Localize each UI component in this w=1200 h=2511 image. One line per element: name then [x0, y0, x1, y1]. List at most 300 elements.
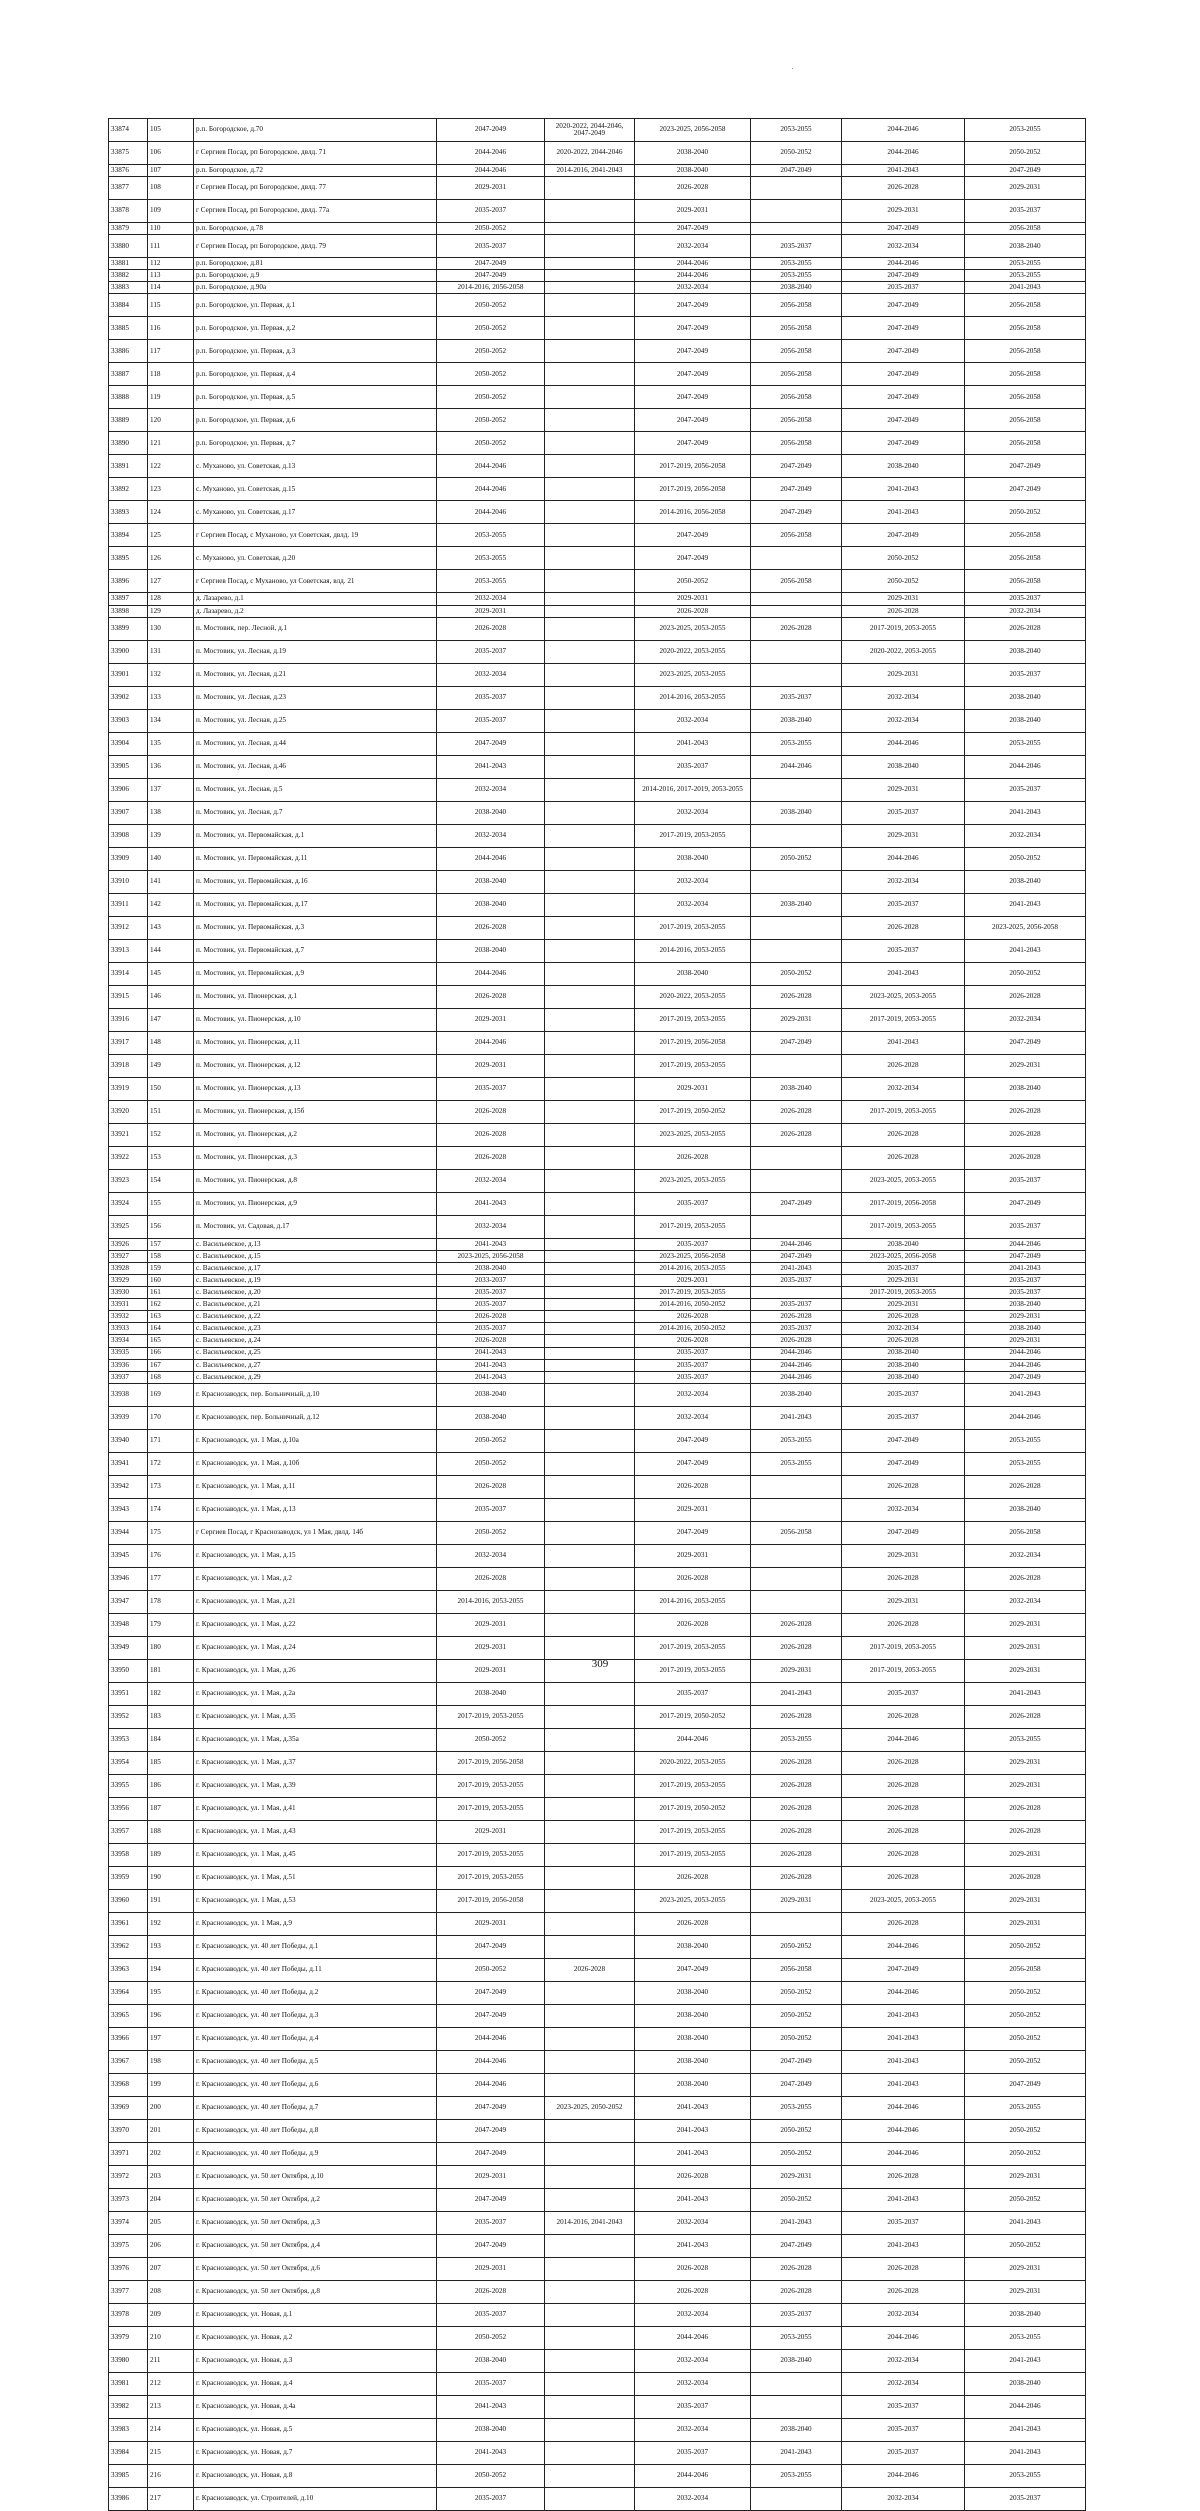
- table-row: [109, 1311, 1086, 1323]
- cell-address: р.п. Богородское, ул. Первая, д.3: [194, 340, 437, 363]
- cell-address: г. Краснозаводск, ул. Новая, д.3: [194, 2349, 437, 2372]
- cell-period-col-9: 2056-2058: [965, 1958, 1086, 1981]
- cell-period-col-7: [751, 939, 842, 962]
- cell-row-number: 122: [148, 455, 194, 478]
- table-row: [109, 1705, 1086, 1728]
- cell-row-number: 216: [148, 2464, 194, 2487]
- cell-row-number: 171: [148, 1429, 194, 1452]
- cell-row-number: 128: [148, 593, 194, 605]
- cell-period-col-7: 2035-2037: [751, 235, 842, 258]
- cell-row-number: 139: [148, 824, 194, 847]
- cell-period-col-5: [545, 1567, 635, 1590]
- cell-period-col-4: 2044-2046: [437, 962, 545, 985]
- cell-address: п. Мостовик, ул. Пионерская, д.12: [194, 1054, 437, 1077]
- cell-period-col-8: 2026-2028: [842, 2165, 965, 2188]
- cell-period-col-6: 2017-2019, 2053-2055: [635, 1659, 751, 1682]
- cell-period-col-6: 2017-2019, 2050-2052: [635, 1797, 751, 1820]
- cell-address: р.п. Богородское, ул. Первая, д.1: [194, 294, 437, 317]
- cell-period-col-4: 2047-2049: [437, 1981, 545, 2004]
- cell-row-number: 201: [148, 2119, 194, 2142]
- cell-period-col-4: 2050-2052: [437, 2464, 545, 2487]
- cell-row-number: 217: [148, 2487, 194, 2510]
- cell-period-col-7: 2041-2043: [751, 2441, 842, 2464]
- cell-period-col-4: 2050-2052: [437, 386, 545, 409]
- cell-period-col-6: 2032-2034: [635, 2211, 751, 2234]
- cell-period-col-5: [545, 1077, 635, 1100]
- cell-period-col-5: [545, 1274, 635, 1286]
- cell-period-col-5: [545, 605, 635, 617]
- cell-registry-id: 33975: [109, 2234, 148, 2257]
- cell-row-number: 157: [148, 1238, 194, 1250]
- cell-period-col-4: 2035-2037: [437, 1077, 545, 1100]
- cell-period-col-8: 2026-2028: [842, 1912, 965, 1935]
- cell-period-col-8: 2026-2028: [842, 1146, 965, 1169]
- cell-period-col-5: [545, 1323, 635, 1335]
- cell-period-col-6: 2032-2034: [635, 2487, 751, 2510]
- cell-period-col-6: 2017-2019, 2053-2055: [635, 824, 751, 847]
- cell-period-col-8: 2038-2040: [842, 755, 965, 778]
- cell-row-number: 176: [148, 1544, 194, 1567]
- cell-period-col-7: [751, 177, 842, 200]
- cell-period-col-5: [545, 2073, 635, 2096]
- table-row: [109, 455, 1086, 478]
- cell-row-number: 191: [148, 1889, 194, 1912]
- cell-row-number: 131: [148, 640, 194, 663]
- cell-registry-id: 33899: [109, 617, 148, 640]
- cell-period-col-5: [545, 916, 635, 939]
- cell-period-col-8: 2044-2046: [842, 142, 965, 165]
- cell-period-col-6: 2014-2016, 2053-2055: [635, 686, 751, 709]
- cell-period-col-5: [545, 2418, 635, 2441]
- cell-period-col-5: [545, 547, 635, 570]
- cell-period-col-9: 2035-2037: [965, 778, 1086, 801]
- cell-address: г. Краснозаводск, ул. 40 лет Победы, д.6: [194, 2073, 437, 2096]
- table-row: [109, 605, 1086, 617]
- cell-period-col-5: [545, 386, 635, 409]
- cell-period-col-4: 2050-2052: [437, 1521, 545, 1544]
- cell-registry-id: 33882: [109, 270, 148, 282]
- cell-period-col-6: 2035-2037: [635, 1682, 751, 1705]
- cell-row-number: 114: [148, 282, 194, 294]
- table-row: [109, 1100, 1086, 1123]
- cell-address: р.п. Богородское, д.9: [194, 270, 437, 282]
- cell-address: г. Краснозаводск, ул. 1 Мая, д.35: [194, 1705, 437, 1728]
- cell-period-col-9: 2053-2055: [965, 2326, 1086, 2349]
- cell-address: г. Краснозаводск, ул. 50 лет Октября, д.10: [194, 2165, 437, 2188]
- cell-period-col-6: 2014-2016, 2053-2055: [635, 1590, 751, 1613]
- cell-period-col-4: 2044-2046: [437, 142, 545, 165]
- cell-period-col-4: 2017-2019, 2053-2055: [437, 1705, 545, 1728]
- cell-period-col-5: [545, 1498, 635, 1521]
- cell-period-col-4: 2035-2037: [437, 2372, 545, 2395]
- cell-period-col-4: 2038-2040: [437, 801, 545, 824]
- cell-period-col-4: 2017-2019, 2056-2058: [437, 1889, 545, 1912]
- cell-period-col-7: [751, 1054, 842, 1077]
- cell-period-col-9: 2056-2058: [965, 547, 1086, 570]
- cell-registry-id: 33945: [109, 1544, 148, 1567]
- cell-period-col-8: 2026-2028: [842, 1475, 965, 1498]
- cell-period-col-8: 2047-2049: [842, 270, 965, 282]
- cell-period-col-5: [545, 1866, 635, 1889]
- cell-address: г. Краснозаводск, ул. 1 Мая, д.10б: [194, 1452, 437, 1475]
- cell-period-col-4: 2047-2049: [437, 119, 545, 142]
- cell-address: г. Краснозаводск, ул. Новая, д.8: [194, 2464, 437, 2487]
- cell-period-col-5: [545, 294, 635, 317]
- cell-period-col-5: [545, 640, 635, 663]
- table-row: [109, 663, 1086, 686]
- cell-period-col-8: 2035-2037: [842, 2441, 965, 2464]
- cell-row-number: 156: [148, 1215, 194, 1238]
- table-row: [109, 2165, 1086, 2188]
- page-number: 309: [591, 1658, 609, 1670]
- cell-registry-id: 33944: [109, 1521, 148, 1544]
- table-row: [109, 1262, 1086, 1274]
- cell-period-col-6: 2026-2028: [635, 605, 751, 617]
- cell-address: г. Краснозаводск, ул. 1 Мая, д.26: [194, 1659, 437, 1682]
- cell-address: п. Мостовик, ул. Первомайская, д.16: [194, 870, 437, 893]
- cell-address: г. Краснозаводск, ул. 1 Мая, д.41: [194, 1797, 437, 1820]
- cell-period-col-6: 2047-2049: [635, 223, 751, 235]
- table-row: [109, 1238, 1086, 1250]
- cell-period-col-5: [545, 2234, 635, 2257]
- table-row: [109, 1406, 1086, 1429]
- cell-registry-id: 33961: [109, 1912, 148, 1935]
- cell-period-col-5: [545, 1636, 635, 1659]
- cell-period-col-9: 2038-2040: [965, 1498, 1086, 1521]
- cell-period-col-9: 2035-2037: [965, 1169, 1086, 1192]
- cell-period-col-7: [751, 605, 842, 617]
- schedule-table: [108, 118, 1086, 2511]
- cell-period-col-4: 2050-2052: [437, 1728, 545, 1751]
- cell-period-col-8: 2029-2031: [842, 778, 965, 801]
- cell-period-col-4: 2035-2037: [437, 1287, 545, 1299]
- cell-period-col-8: 2041-2043: [842, 478, 965, 501]
- table-row: [109, 1774, 1086, 1797]
- cell-period-col-6: 2038-2040: [635, 2050, 751, 2073]
- cell-row-number: 208: [148, 2280, 194, 2303]
- cell-period-col-4: 2050-2052: [437, 1958, 545, 1981]
- cell-row-number: 200: [148, 2096, 194, 2119]
- cell-period-col-4: 2038-2040: [437, 870, 545, 893]
- cell-period-col-9: 2047-2049: [965, 1371, 1086, 1383]
- table-row: [109, 1590, 1086, 1613]
- cell-period-col-6: 2047-2049: [635, 432, 751, 455]
- cell-period-col-6: 2032-2034: [635, 709, 751, 732]
- cell-registry-id: 33930: [109, 1287, 148, 1299]
- cell-period-col-5: [545, 2119, 635, 2142]
- cell-period-col-8: 2026-2028: [842, 916, 965, 939]
- cell-period-col-8: 2041-2043: [842, 501, 965, 524]
- cell-period-col-7: 2053-2055: [751, 1429, 842, 1452]
- cell-period-col-6: 2023-2025, 2053-2055: [635, 617, 751, 640]
- cell-address: г. Краснозаводск, пер. Больничный, д.10: [194, 1383, 437, 1406]
- cell-period-col-8: 2041-2043: [842, 2188, 965, 2211]
- cell-period-col-8: 2017-2019, 2053-2055: [842, 1659, 965, 1682]
- cell-period-col-7: 2047-2049: [751, 478, 842, 501]
- cell-period-col-9: 2041-2043: [965, 939, 1086, 962]
- table-row: [109, 1347, 1086, 1359]
- cell-period-col-8: 2032-2034: [842, 686, 965, 709]
- table-row: [109, 258, 1086, 270]
- cell-row-number: 127: [148, 570, 194, 593]
- table-row: [109, 1889, 1086, 1912]
- cell-period-col-8: 2035-2037: [842, 2395, 965, 2418]
- cell-period-col-6: 2023-2025, 2053-2055: [635, 663, 751, 686]
- cell-period-col-5: [545, 1452, 635, 1475]
- table-row: [109, 1682, 1086, 1705]
- cell-period-col-4: 2026-2028: [437, 1146, 545, 1169]
- cell-period-col-7: [751, 1215, 842, 1238]
- cell-address: п. Мостовик, ул. Лесная, д.46: [194, 755, 437, 778]
- table-row: [109, 235, 1086, 258]
- table-row: [109, 1981, 1086, 2004]
- cell-period-col-5: [545, 1371, 635, 1383]
- cell-period-col-4: 2035-2037: [437, 1299, 545, 1311]
- table-row: [109, 1123, 1086, 1146]
- cell-registry-id: 33941: [109, 1452, 148, 1475]
- cell-row-number: 182: [148, 1682, 194, 1705]
- cell-period-col-9: 2029-2031: [965, 1054, 1086, 1077]
- cell-period-col-9: 2050-2052: [965, 2027, 1086, 2050]
- cell-address: г. Краснозаводск, ул. 1 Мая, д.13: [194, 1498, 437, 1521]
- cell-period-col-8: 2026-2028: [842, 1054, 965, 1077]
- cell-address: г. Краснозаводск, ул. 40 лет Победы, д.2: [194, 1981, 437, 2004]
- cell-period-col-9: 2035-2037: [965, 593, 1086, 605]
- cell-row-number: 202: [148, 2142, 194, 2165]
- cell-period-col-4: 2035-2037: [437, 686, 545, 709]
- cell-registry-id: 33917: [109, 1031, 148, 1054]
- cell-row-number: 161: [148, 1287, 194, 1299]
- cell-period-col-5: [545, 2349, 635, 2372]
- cell-period-col-7: [751, 1169, 842, 1192]
- cell-period-col-4: 2050-2052: [437, 1429, 545, 1452]
- cell-address: г. Краснозаводск, ул. 1 Мая, д.10а: [194, 1429, 437, 1452]
- cell-period-col-9: 2035-2037: [965, 1215, 1086, 1238]
- cell-period-col-8: 2029-2031: [842, 1274, 965, 1286]
- table-row: [109, 755, 1086, 778]
- table-row: [109, 294, 1086, 317]
- cell-period-col-5: [545, 2280, 635, 2303]
- cell-address: р.п. Богородское, ул. Первая, д.6: [194, 409, 437, 432]
- cell-address: г. Краснозаводск, ул. Новая, д.5: [194, 2418, 437, 2441]
- cell-period-col-4: 2038-2040: [437, 1682, 545, 1705]
- cell-period-col-6: 2029-2031: [635, 200, 751, 223]
- cell-row-number: 108: [148, 177, 194, 200]
- cell-registry-id: 33886: [109, 340, 148, 363]
- table-row: [109, 386, 1086, 409]
- cell-period-col-9: 2056-2058: [965, 1521, 1086, 1544]
- cell-registry-id: 33942: [109, 1475, 148, 1498]
- cell-period-col-5: [545, 593, 635, 605]
- cell-period-col-4: 2032-2034: [437, 1215, 545, 1238]
- cell-period-col-5: [545, 2464, 635, 2487]
- cell-period-col-4: 2026-2028: [437, 1335, 545, 1347]
- cell-period-col-7: [751, 2395, 842, 2418]
- cell-registry-id: 33894: [109, 524, 148, 547]
- cell-period-col-9: 2032-2034: [965, 1590, 1086, 1613]
- cell-address: г. Краснозаводск, ул. 50 лет Октября, д.3: [194, 2211, 437, 2234]
- cell-period-col-5: [545, 1192, 635, 1215]
- cell-period-col-6: 2017-2019, 2053-2055: [635, 1008, 751, 1031]
- cell-period-col-7: 2038-2040: [751, 709, 842, 732]
- cell-registry-id: 33972: [109, 2165, 148, 2188]
- cell-period-col-4: 2050-2052: [437, 363, 545, 386]
- cell-address: п. Мостовик, ул. Пионерская, д.15б: [194, 1100, 437, 1123]
- cell-period-col-4: 2035-2037: [437, 235, 545, 258]
- cell-address: г. Краснозаводск, ул. Новая, д.4а: [194, 2395, 437, 2418]
- cell-period-col-7: 2056-2058: [751, 409, 842, 432]
- cell-period-col-4: 2041-2043: [437, 2395, 545, 2418]
- cell-period-col-8: 2044-2046: [842, 2142, 965, 2165]
- cell-registry-id: 33962: [109, 1935, 148, 1958]
- cell-period-col-6: 2041-2043: [635, 2188, 751, 2211]
- cell-registry-id: 33889: [109, 409, 148, 432]
- cell-period-col-6: 2032-2034: [635, 1383, 751, 1406]
- cell-period-col-8: 2029-2031: [842, 593, 965, 605]
- cell-row-number: 181: [148, 1659, 194, 1682]
- cell-period-col-4: 2029-2031: [437, 1008, 545, 1031]
- cell-period-col-8: 2029-2031: [842, 200, 965, 223]
- cell-period-col-6: 2026-2028: [635, 2165, 751, 2188]
- cell-period-col-7: 2026-2028: [751, 1123, 842, 1146]
- cell-period-col-7: 2053-2055: [751, 1452, 842, 1475]
- cell-period-col-8: 2044-2046: [842, 1935, 965, 1958]
- cell-row-number: 136: [148, 755, 194, 778]
- cell-period-col-6: 2044-2046: [635, 1728, 751, 1751]
- cell-period-col-6: 2038-2040: [635, 962, 751, 985]
- cell-registry-id: 33938: [109, 1383, 148, 1406]
- cell-address: г. Краснозаводск, ул. 1 Мая, д.21: [194, 1590, 437, 1613]
- cell-period-col-9: 2029-2031: [965, 1636, 1086, 1659]
- cell-registry-id: 33974: [109, 2211, 148, 2234]
- cell-period-col-5: [545, 1475, 635, 1498]
- cell-registry-id: 33911: [109, 893, 148, 916]
- cell-period-col-6: 2047-2049: [635, 1958, 751, 1981]
- cell-period-col-7: [751, 2487, 842, 2510]
- cell-period-col-5: [545, 1797, 635, 1820]
- cell-row-number: 162: [148, 1299, 194, 1311]
- cell-period-col-5: [545, 317, 635, 340]
- cell-period-col-4: 2029-2031: [437, 1820, 545, 1843]
- cell-registry-id: 33979: [109, 2326, 148, 2349]
- cell-period-col-6: 2032-2034: [635, 2349, 751, 2372]
- cell-period-col-6: 2026-2028: [635, 1311, 751, 1323]
- cell-period-col-4: 2044-2046: [437, 165, 545, 177]
- cell-row-number: 130: [148, 617, 194, 640]
- cell-period-col-9: 2050-2052: [965, 962, 1086, 985]
- cell-period-col-7: [751, 778, 842, 801]
- cell-registry-id: 33968: [109, 2073, 148, 2096]
- table-row: [109, 801, 1086, 824]
- cell-registry-id: 33950: [109, 1659, 148, 1682]
- cell-period-col-6: 2026-2028: [635, 1475, 751, 1498]
- table-row: [109, 2464, 1086, 2487]
- cell-period-col-7: 2044-2046: [751, 1238, 842, 1250]
- cell-period-col-8: 2023-2025, 2053-2055: [842, 1169, 965, 1192]
- cell-row-number: 110: [148, 223, 194, 235]
- cell-period-col-5: [545, 1335, 635, 1347]
- cell-period-col-6: 2047-2049: [635, 409, 751, 432]
- cell-period-col-7: 2044-2046: [751, 1371, 842, 1383]
- table-row: [109, 1935, 1086, 1958]
- table-row: [109, 2303, 1086, 2326]
- cell-address: с. Васильевское, д.13: [194, 1238, 437, 1250]
- cell-period-col-5: [545, 1912, 635, 1935]
- cell-period-col-6: 2038-2040: [635, 2004, 751, 2027]
- cell-registry-id: 33874: [109, 119, 148, 142]
- cell-row-number: 194: [148, 1958, 194, 1981]
- cell-address: р.п. Богородское, ул. Первая, д.5: [194, 386, 437, 409]
- cell-period-col-8: 2032-2034: [842, 2349, 965, 2372]
- cell-period-col-5: [545, 686, 635, 709]
- cell-period-col-9: 2035-2037: [965, 200, 1086, 223]
- cell-period-col-6: 2029-2031: [635, 1077, 751, 1100]
- cell-row-number: 155: [148, 1192, 194, 1215]
- cell-period-col-6: 2020-2022, 2053-2055: [635, 985, 751, 1008]
- cell-period-col-6: 2020-2022, 2053-2055: [635, 640, 751, 663]
- table-row: [109, 2119, 1086, 2142]
- cell-period-col-5: 2023-2025, 2050-2052: [545, 2096, 635, 2119]
- cell-period-col-7: 2053-2055: [751, 119, 842, 142]
- cell-registry-id: 33892: [109, 478, 148, 501]
- cell-period-col-8: 2026-2028: [842, 1311, 965, 1323]
- cell-period-col-4: 2050-2052: [437, 2326, 545, 2349]
- table-row: [109, 1751, 1086, 1774]
- cell-address: г Сергиев Посад, с Муханово, ул Советская, влд. 21: [194, 570, 437, 593]
- cell-registry-id: 33951: [109, 1682, 148, 1705]
- cell-registry-id: 33900: [109, 640, 148, 663]
- cell-period-col-6: 2047-2049: [635, 340, 751, 363]
- cell-period-col-8: 2026-2028: [842, 1751, 965, 1774]
- cell-row-number: 120: [148, 409, 194, 432]
- cell-period-col-5: [545, 235, 635, 258]
- table-row: [109, 2188, 1086, 2211]
- cell-period-col-9: 2056-2058: [965, 340, 1086, 363]
- cell-period-col-8: 2038-2040: [842, 1238, 965, 1250]
- cell-period-col-6: 2041-2043: [635, 2142, 751, 2165]
- cell-period-col-6: 2032-2034: [635, 1406, 751, 1429]
- cell-address: п. Мостовик, ул. Лесная, д.5: [194, 778, 437, 801]
- cell-row-number: 185: [148, 1751, 194, 1774]
- cell-registry-id: 33959: [109, 1866, 148, 1889]
- cell-period-col-4: 2044-2046: [437, 2073, 545, 2096]
- cell-row-number: 118: [148, 363, 194, 386]
- cell-row-number: 160: [148, 1274, 194, 1286]
- cell-address: г. Краснозаводск, ул. 40 лет Победы, д.5: [194, 2050, 437, 2073]
- table-row: [109, 2487, 1086, 2510]
- cell-period-col-5: [545, 1843, 635, 1866]
- cell-period-col-4: 2026-2028: [437, 1311, 545, 1323]
- cell-row-number: 124: [148, 501, 194, 524]
- cell-period-col-4: 2029-2031: [437, 1613, 545, 1636]
- table-row: [109, 2142, 1086, 2165]
- cell-period-col-9: 2050-2052: [965, 2119, 1086, 2142]
- cell-period-col-9: 2053-2055: [965, 1429, 1086, 1452]
- cell-address: р.п. Богородское, д.78: [194, 223, 437, 235]
- cell-period-col-8: 2032-2034: [842, 235, 965, 258]
- cell-period-col-8: 2038-2040: [842, 1347, 965, 1359]
- cell-period-col-8: 2023-2025, 2056-2058: [842, 1250, 965, 1262]
- cell-address: с. Васильевское, д.22: [194, 1311, 437, 1323]
- cell-period-col-5: [545, 200, 635, 223]
- cell-address: г. Краснозаводск, ул. 1 Мая, д.22: [194, 1613, 437, 1636]
- cell-period-col-5: [545, 709, 635, 732]
- cell-period-col-5: [545, 1031, 635, 1054]
- cell-period-col-5: [545, 1682, 635, 1705]
- table-row: [109, 1383, 1086, 1406]
- table-row: [109, 1544, 1086, 1567]
- cell-period-col-9: 2056-2058: [965, 524, 1086, 547]
